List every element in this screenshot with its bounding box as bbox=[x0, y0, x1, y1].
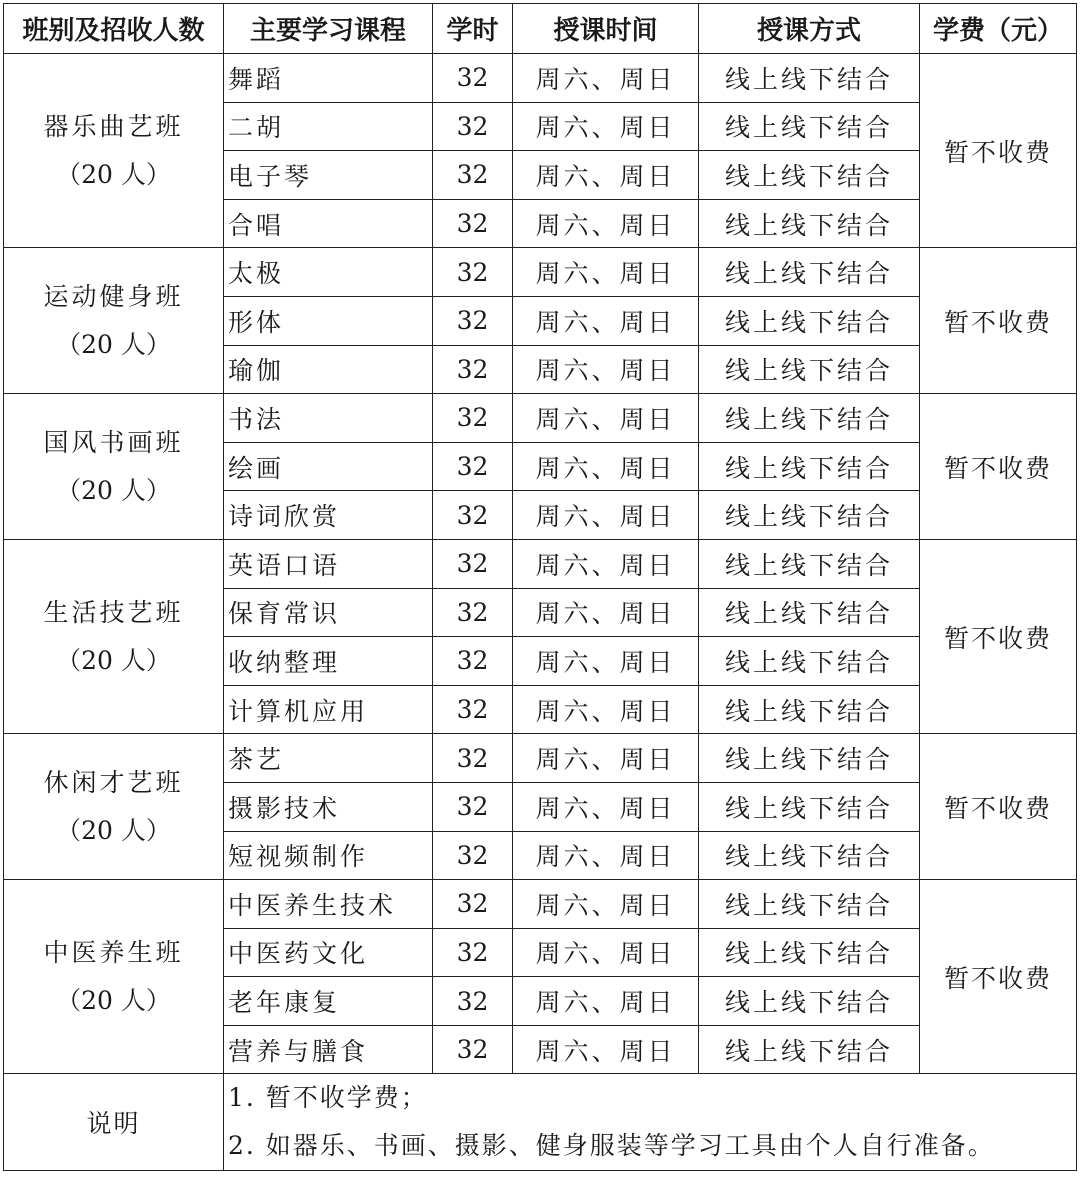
course-time: 周六、周日 bbox=[513, 880, 699, 929]
course-time: 周六、周日 bbox=[513, 199, 699, 248]
class-cell bbox=[4, 54, 224, 248]
class-name: 运动健身班 bbox=[43, 281, 184, 311]
class-name: 休闲才艺班 bbox=[43, 767, 184, 797]
course-hours: 32 bbox=[433, 685, 513, 734]
course-hours: 32 bbox=[433, 734, 513, 783]
course-mode: 线上线下结合 bbox=[699, 588, 920, 637]
note-line: 2. 如器乐、书画、摄影、健身服装等学习工具由个人自行准备。 bbox=[228, 1131, 995, 1161]
course-name: 绘画 bbox=[224, 442, 433, 491]
course-hours: 32 bbox=[433, 880, 513, 929]
course-mode: 线上线下结合 bbox=[699, 102, 920, 151]
course-name: 合唱 bbox=[224, 199, 433, 248]
course-hours: 32 bbox=[433, 1025, 513, 1074]
header-class: 班别及招收人数 bbox=[4, 4, 224, 54]
course-name: 中医药文化 bbox=[224, 928, 433, 977]
course-hours: 32 bbox=[433, 782, 513, 831]
course-hours: 32 bbox=[433, 442, 513, 491]
class-size: （20 人） bbox=[56, 815, 171, 845]
course-name: 中医养生技术 bbox=[224, 880, 433, 929]
fee-cell: 暂不收费 bbox=[920, 539, 1077, 733]
table-row bbox=[4, 734, 1077, 783]
note-body bbox=[224, 1074, 1077, 1171]
course-mode: 线上线下结合 bbox=[699, 928, 920, 977]
course-mode: 线上线下结合 bbox=[699, 1025, 920, 1074]
course-mode: 线上线下结合 bbox=[699, 248, 920, 297]
class-name: 生活技艺班 bbox=[43, 597, 184, 627]
fee-cell: 暂不收费 bbox=[920, 394, 1077, 540]
course-name: 茶艺 bbox=[224, 734, 433, 783]
table-row bbox=[4, 880, 1077, 929]
course-time: 周六、周日 bbox=[513, 1025, 699, 1074]
course-time: 周六、周日 bbox=[513, 151, 699, 200]
course-mode: 线上线下结合 bbox=[699, 442, 920, 491]
course-mode: 线上线下结合 bbox=[699, 539, 920, 588]
course-hours: 32 bbox=[433, 977, 513, 1026]
course-hours: 32 bbox=[433, 539, 513, 588]
class-name: 国风书画班 bbox=[43, 427, 184, 457]
course-time: 周六、周日 bbox=[513, 539, 699, 588]
course-hours: 32 bbox=[433, 102, 513, 151]
table-row bbox=[4, 539, 1077, 588]
class-size: （20 人） bbox=[56, 475, 171, 505]
course-time: 周六、周日 bbox=[513, 394, 699, 443]
fee-cell: 暂不收费 bbox=[920, 54, 1077, 248]
note-row bbox=[4, 1074, 1077, 1171]
course-mode: 线上线下结合 bbox=[699, 345, 920, 394]
course-name: 二胡 bbox=[224, 102, 433, 151]
class-size: （20 人） bbox=[56, 159, 171, 189]
header-hours: 学时 bbox=[433, 4, 513, 54]
course-time: 周六、周日 bbox=[513, 248, 699, 297]
course-name: 舞蹈 bbox=[224, 54, 433, 103]
course-name: 收纳整理 bbox=[224, 637, 433, 686]
course-mode: 线上线下结合 bbox=[699, 151, 920, 200]
course-hours: 32 bbox=[433, 345, 513, 394]
course-time: 周六、周日 bbox=[513, 442, 699, 491]
header-course: 主要学习课程 bbox=[224, 4, 433, 54]
course-mode: 线上线下结合 bbox=[699, 734, 920, 783]
course-mode: 线上线下结合 bbox=[699, 394, 920, 443]
course-mode: 线上线下结合 bbox=[699, 491, 920, 540]
course-mode: 线上线下结合 bbox=[699, 199, 920, 248]
course-name: 瑜伽 bbox=[224, 345, 433, 394]
course-schedule bbox=[3, 3, 1076, 1171]
header-mode: 授课方式 bbox=[699, 4, 920, 54]
course-hours: 32 bbox=[433, 394, 513, 443]
course-mode: 线上线下结合 bbox=[699, 685, 920, 734]
class-cell bbox=[4, 734, 224, 880]
course-time: 周六、周日 bbox=[513, 345, 699, 394]
course-name: 电子琴 bbox=[224, 151, 433, 200]
class-cell bbox=[4, 539, 224, 733]
course-name: 书法 bbox=[224, 394, 433, 443]
course-name: 英语口语 bbox=[224, 539, 433, 588]
course-mode: 线上线下结合 bbox=[699, 831, 920, 880]
course-time: 周六、周日 bbox=[513, 734, 699, 783]
course-time: 周六、周日 bbox=[513, 928, 699, 977]
course-mode: 线上线下结合 bbox=[699, 637, 920, 686]
course-name: 摄影技术 bbox=[224, 782, 433, 831]
course-name: 保育常识 bbox=[224, 588, 433, 637]
course-name: 太极 bbox=[224, 248, 433, 297]
course-mode: 线上线下结合 bbox=[699, 296, 920, 345]
course-mode: 线上线下结合 bbox=[699, 54, 920, 103]
course-name: 老年康复 bbox=[224, 977, 433, 1026]
class-size: （20 人） bbox=[56, 985, 171, 1015]
course-name: 计算机应用 bbox=[224, 685, 433, 734]
course-name: 短视频制作 bbox=[224, 831, 433, 880]
course-table bbox=[3, 3, 1077, 1171]
course-time: 周六、周日 bbox=[513, 685, 699, 734]
fee-cell: 暂不收费 bbox=[920, 248, 1077, 394]
course-time: 周六、周日 bbox=[513, 637, 699, 686]
course-mode: 线上线下结合 bbox=[699, 880, 920, 929]
course-time: 周六、周日 bbox=[513, 102, 699, 151]
course-name: 形体 bbox=[224, 296, 433, 345]
course-hours: 32 bbox=[433, 831, 513, 880]
header-row bbox=[4, 4, 1077, 54]
course-mode: 线上线下结合 bbox=[699, 782, 920, 831]
course-hours: 32 bbox=[433, 199, 513, 248]
course-time: 周六、周日 bbox=[513, 296, 699, 345]
course-name: 诗词欣赏 bbox=[224, 491, 433, 540]
course-time: 周六、周日 bbox=[513, 54, 699, 103]
class-size: （20 人） bbox=[56, 645, 171, 675]
course-hours: 32 bbox=[433, 151, 513, 200]
course-time: 周六、周日 bbox=[513, 588, 699, 637]
table-row bbox=[4, 394, 1077, 443]
course-time: 周六、周日 bbox=[513, 782, 699, 831]
table-body bbox=[4, 54, 1077, 1074]
course-time: 周六、周日 bbox=[513, 977, 699, 1026]
course-hours: 32 bbox=[433, 54, 513, 103]
class-cell bbox=[4, 394, 224, 540]
note-line: 1. 暂不收学费； bbox=[228, 1083, 428, 1113]
class-cell bbox=[4, 880, 224, 1074]
header-time: 授课时间 bbox=[513, 4, 699, 54]
table-row bbox=[4, 54, 1077, 103]
fee-cell: 暂不收费 bbox=[920, 734, 1077, 880]
course-hours: 32 bbox=[433, 248, 513, 297]
class-size: （20 人） bbox=[56, 329, 171, 359]
class-name: 器乐曲艺班 bbox=[43, 111, 184, 141]
course-hours: 32 bbox=[433, 588, 513, 637]
course-mode: 线上线下结合 bbox=[699, 977, 920, 1026]
course-hours: 32 bbox=[433, 637, 513, 686]
class-cell bbox=[4, 248, 224, 394]
table-row bbox=[4, 248, 1077, 297]
course-hours: 32 bbox=[433, 296, 513, 345]
fee-cell: 暂不收费 bbox=[920, 880, 1077, 1074]
course-hours: 32 bbox=[433, 928, 513, 977]
note-label: 说明 bbox=[4, 1074, 224, 1171]
class-name: 中医养生班 bbox=[43, 937, 184, 967]
course-name: 营养与膳食 bbox=[224, 1025, 433, 1074]
course-time: 周六、周日 bbox=[513, 831, 699, 880]
header-fee: 学费（元） bbox=[920, 4, 1077, 54]
course-time: 周六、周日 bbox=[513, 491, 699, 540]
course-hours: 32 bbox=[433, 491, 513, 540]
